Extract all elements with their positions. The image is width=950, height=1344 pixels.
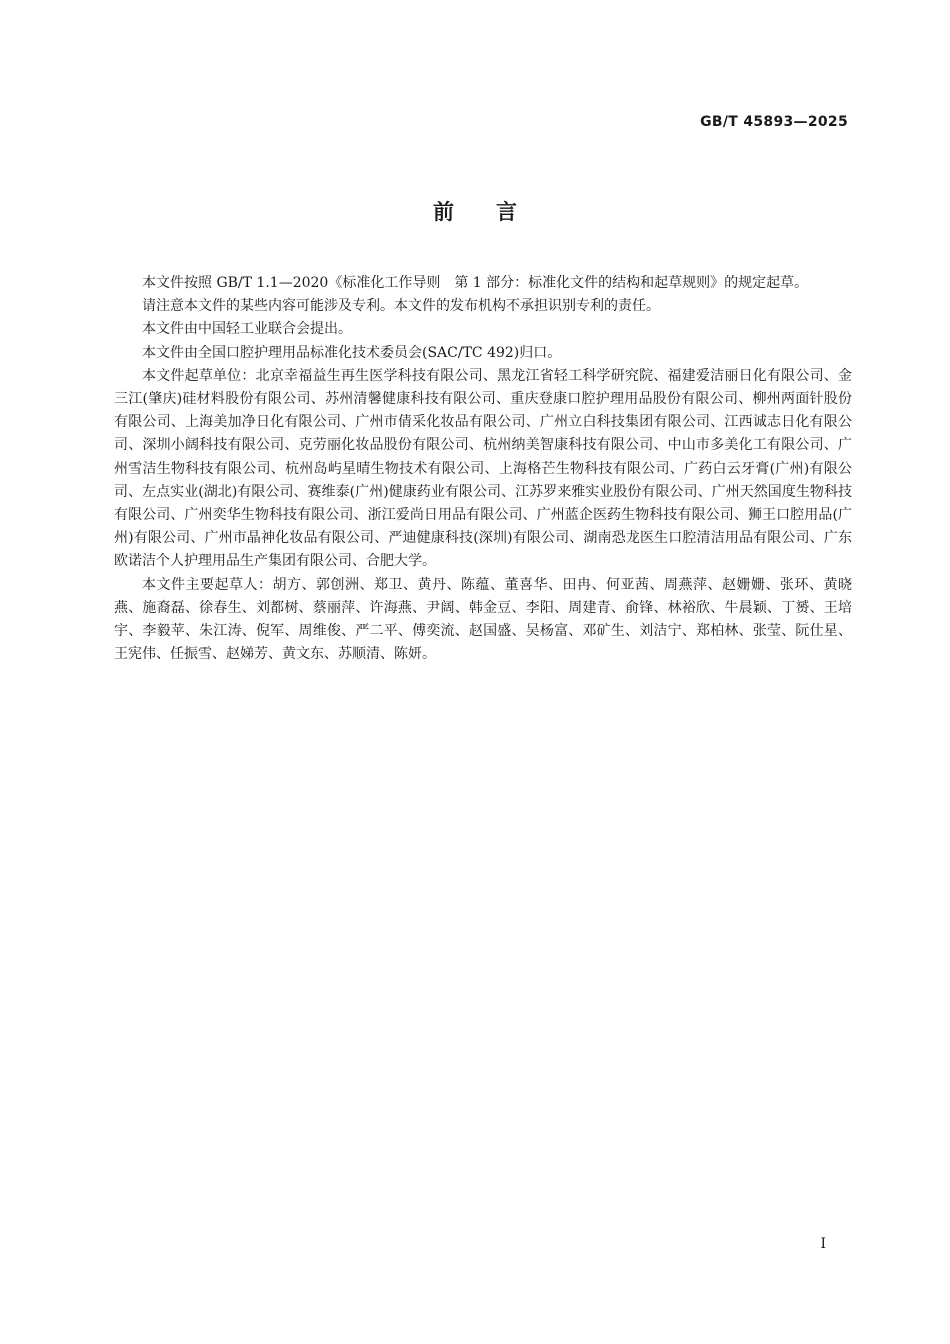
paragraph-drafting-units: 本文件起草单位：北京幸福益生再生医学科技有限公司、黑龙江省轻工科学研究院、福建爱洁丽日化有限公司、金三江(肇庆)硅材料股份有限公司、苏州清馨健康科技有限公司、重庆登康口腔护理用品股份有限公司、柳州两面针股份有限公司、上海美加净日化有限公司、广州市倩采化妆品有限公司、广州立白科技集团有限公司、江西诚志日化有限公司、深圳小阔科技有限公司、克劳丽化妆品股份有限公司、杭州纳美智康科技有限公司、中山市多美化工有限公司、广州雪洁生物科技有限公司、杭州岛屿星晴生物技术有限公司、上海格芒生物科技有限公司、广药白云牙膏(广州)有限公司、左点实业(湖北)有限公司、赛维泰(广州)健康药业有限公司、江苏罗来雅实业股份有限公司、广州天然国度生物科技有限公司、广州奕华生物科技有限公司、浙江爱尚日用品有限公司、广州蓝企医药生物科技有限公司、狮王口腔用品(广州)有限公司、广州市晶神化妆品有限公司、严迪健康科技(深圳)有限公司、湖南恐龙医生口腔清洁用品有限公司、广东欧诺洁个人护理用品生产集团有限公司、合肥大学。	[114, 367, 852, 570]
page-title: 前言	[433, 200, 559, 224]
standard-number: GB/T 45893—2025	[700, 114, 848, 130]
paragraph-patent-notice: 请注意本文件的某些内容可能涉及专利。本文件的发布机构不承担识别专利的责任。	[142, 298, 660, 315]
paragraph-proposer: 本文件由中国轻工业联合会提出。	[142, 321, 352, 338]
paragraph-drafters: 本文件主要起草人：胡方、郭创洲、郑卫、黄丹、陈蕴、董喜华、田冉、何亚茜、周燕萍、赵姗姗、张环、黄晓燕、施裔磊、徐春生、刘都树、蔡丽萍、许海燕、尹阔、韩金豆、李阳、周建青、俞锋、林裕欣、牛晨颖、丁赟、王培宇、李毅苹、朱江涛、倪军、周维俊、严二平、傅奕流、赵国盛、吴杨富、邓矿生、刘洁宁、郑柏林、张莹、阮仕星、王宪伟、任振雪、赵娣芳、黄文东、苏顺清、陈妍。	[114, 576, 852, 663]
paragraph-drafting-rules: 本文件按照 GB/T 1.1—2020《标准化工作导则 第 1 部分：标准化文件的结构和起草规则》的规定起草。	[142, 275, 809, 291]
paragraph-technical-committee: 本文件由全国口腔护理用品标准化技术委员会(SAC/TC 492)归口。	[142, 344, 562, 361]
page-number: I	[820, 1236, 826, 1252]
foreword-body	[114, 272, 852, 666]
